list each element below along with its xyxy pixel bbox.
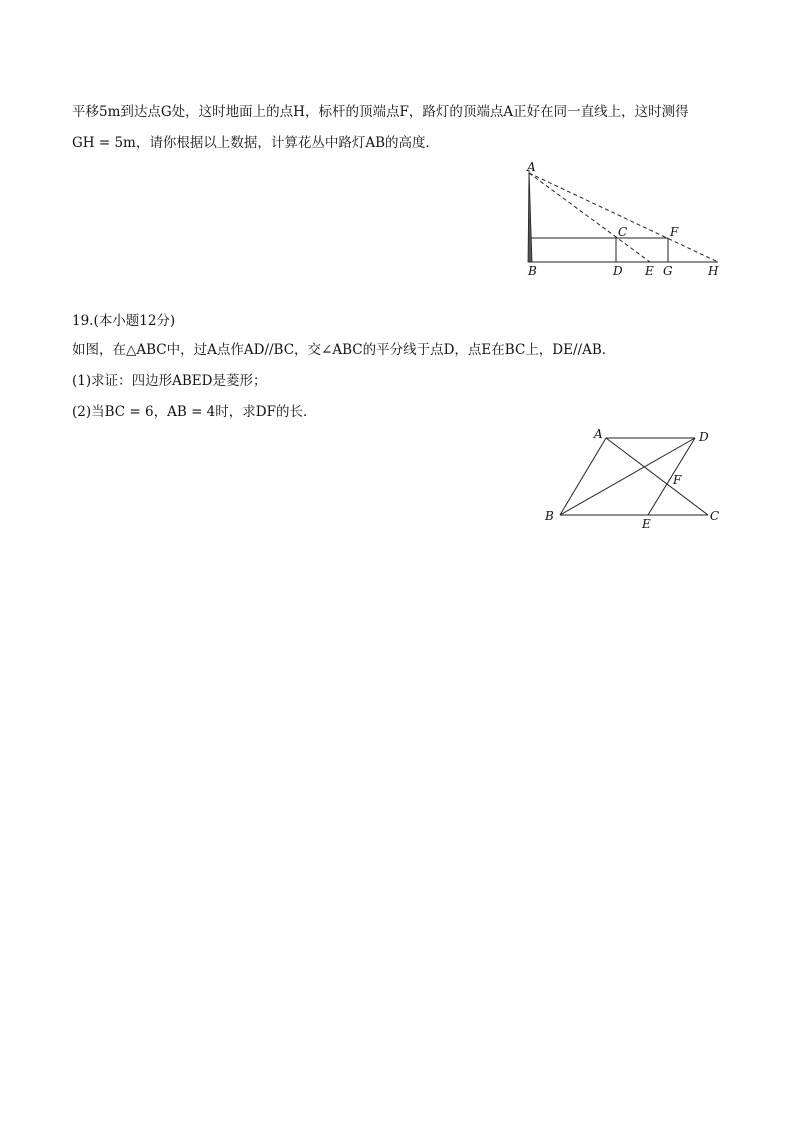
- segment-ab: [560, 438, 606, 515]
- label-f: F: [673, 473, 682, 487]
- label-b: B: [545, 509, 554, 523]
- label-h: H: [708, 264, 719, 278]
- segment-ac: [606, 438, 708, 515]
- label-c: C: [618, 225, 628, 239]
- label-f: F: [670, 225, 679, 239]
- segment-de: [648, 438, 695, 515]
- problem19-statement: 如图，在△ABC中，过A点作AD//BC，交∠ABC的平分线于点D，点E在BC上，DE//AB．: [72, 342, 616, 358]
- problem19-part2: (2)当BC = 6，AB = 4时，求DF的长．: [72, 404, 317, 420]
- problem19-header: 19.(本小题12分): [72, 313, 176, 329]
- label-c: C: [710, 509, 720, 523]
- label-a: A: [594, 427, 603, 441]
- rhombus-figure: [538, 422, 728, 534]
- label-d: D: [613, 264, 623, 278]
- label-e: E: [645, 264, 654, 278]
- lamp-post-ab: [528, 170, 532, 262]
- problem18-text-line1: 平移5m到达点G处，这时地面上的点H，标杆的顶端点F，路灯的顶端点A正好在同一直线上，这时测得: [72, 104, 689, 120]
- label-g: G: [663, 264, 673, 278]
- label-a: A: [527, 160, 536, 174]
- label-d: D: [699, 430, 709, 444]
- problem18-text-line2: GH = 5m，请你根据以上数据，计算花丛中路灯AB的高度．: [72, 135, 440, 151]
- problem19-part1: (1)求证：四边形ABED是菱形；: [72, 373, 267, 389]
- label-e: E: [642, 517, 651, 531]
- dashed-line-ae: [529, 173, 650, 262]
- street-lamp-figure: [520, 158, 730, 278]
- label-b: B: [528, 264, 537, 278]
- dashed-line-ah: [529, 173, 718, 262]
